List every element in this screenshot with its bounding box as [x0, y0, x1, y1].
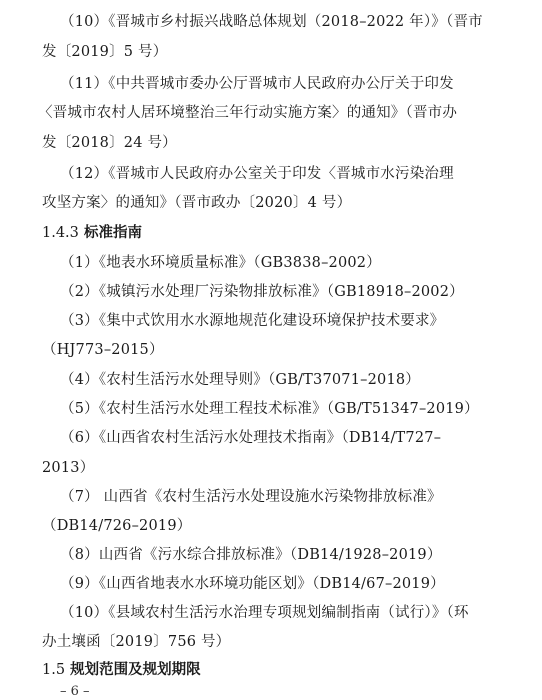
standard-6-line-1: （6）《山西省农村生活污水处理技术指南》（DB14/T727–	[60, 430, 442, 446]
reference-11-line-3: 发〔2018〕24 号）	[42, 135, 177, 151]
reference-12-line-1: （12）《晋城市人民政府办公室关于印发〈晋城市水污染治理	[60, 166, 454, 182]
standard-8: （8）山西省《污水综合排放标准》（DB14/1928–2019）	[60, 547, 442, 563]
reference-10-line-2: 发〔2019〕5 号）	[42, 44, 168, 60]
standard-10-line-1: （10）《县域农村生活污水治理专项规划编制指南（试行）》（环	[60, 605, 469, 621]
standard-7-line-1: （7） 山西省《农村生活污水处理设施水污染物排放标准》	[60, 489, 442, 505]
standard-10-line-2: 办土壤函〔2019〕756 号）	[42, 634, 231, 650]
section-heading-1-4-3	[42, 223, 142, 243]
reference-11-line-2: 〈晋城市农村人居环境整治三年行动实施方案〉的通知》（晋市办	[38, 105, 458, 121]
standard-5: （5）《农村生活污水处理工程技术标准》（GB/T51347–2019）	[60, 401, 479, 417]
standard-1: （1）《地表水环境质量标准》（GB3838–2002）	[60, 255, 381, 271]
standard-3-line-1: （3）《集中式饮用水水源地规范化建设环境保护技术要求》	[60, 313, 445, 329]
standard-7-line-2: （DB14/726–2019）	[42, 518, 192, 534]
reference-10-line-1: （10）《晋城市乡村振兴战略总体规划（2018–2022 年）》（晋市	[60, 14, 483, 30]
section-title: 规划范围及规划期限	[70, 661, 201, 678]
section-heading-1-5	[42, 660, 201, 680]
standard-4: （4）《农村生活污水处理导则》（GB/T37071–2018）	[60, 372, 420, 388]
reference-12-line-2: 攻坚方案〉的通知》（晋市政办〔2020〕4 号）	[42, 195, 352, 211]
section-title: 标准指南	[83, 224, 142, 241]
standard-2: （2）《城镇污水处理厂污染物排放标准》（GB18918–2002）	[60, 284, 464, 300]
standard-9: （9）《山西省地表水水环境功能区划》（DB14/67–2019）	[60, 576, 445, 592]
section-number: 1.4.3	[42, 225, 79, 241]
standard-3-line-2: （HJ773–2015）	[42, 342, 164, 358]
section-number: 1.5	[42, 662, 66, 678]
page-number: – 6 –	[60, 684, 90, 699]
standard-6-line-2: 2013）	[42, 460, 95, 476]
reference-11-line-1: （11）《中共晋城市委办公厅晋城市人民政府办公厅关于印发	[60, 76, 454, 92]
